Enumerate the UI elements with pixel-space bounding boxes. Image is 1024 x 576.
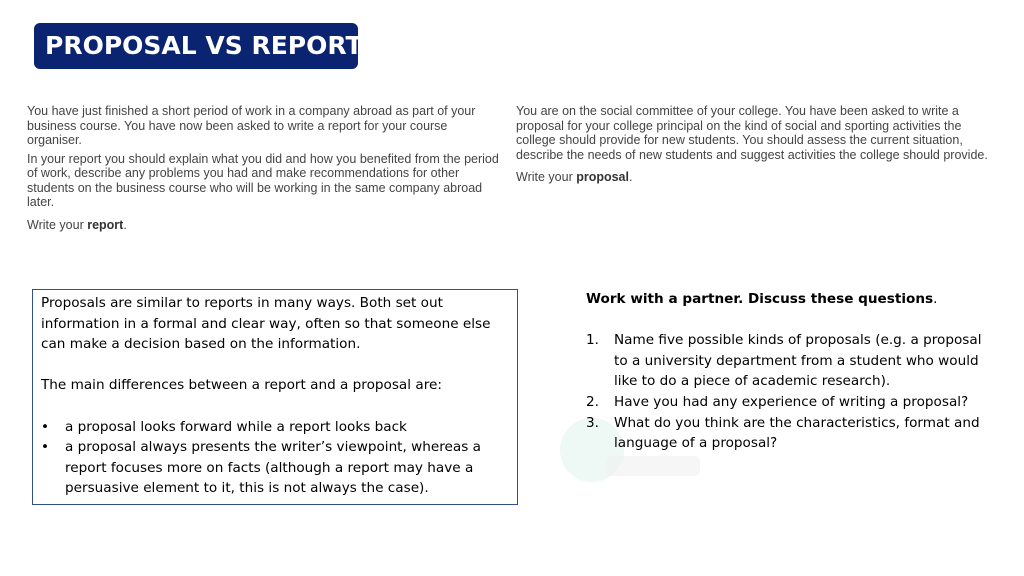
discussion-questions — [586, 289, 996, 454]
write-prefix: Write your — [27, 217, 88, 232]
question-number: 3. — [586, 414, 599, 431]
slide-title: PROPOSAL VS REPORT — [34, 23, 358, 69]
report-task-paragraph: You have just finished a short period of work in a company abroad as part of your business course. You have now been asked to write a report for your course organiser. — [27, 104, 476, 147]
write-keyword: proposal — [576, 170, 629, 184]
list-item — [586, 330, 996, 392]
discussion-heading-text: Work with a partner. Discuss these questions — [586, 291, 934, 307]
bullet-icon: • — [41, 418, 50, 435]
discussion-heading — [586, 289, 996, 310]
list-item — [41, 417, 509, 438]
write-prefix: Write your — [516, 170, 577, 184]
list-item — [586, 413, 996, 454]
question-text: Name five possible kinds of proposals (e.g. a proposal to a university department from a student who would like to do a piece of academic research). — [614, 332, 982, 390]
question-number: 2. — [586, 393, 599, 410]
differences-heading: The main differences between a report and a proposal are: — [41, 377, 442, 394]
discussion-heading-suffix: . — [933, 291, 938, 307]
proposal-task-prompt — [516, 104, 991, 185]
watermark-tag — [606, 456, 700, 476]
report-task-paragraph: In your report you should explain what you did and how you benefited from the period of work, describe any problems you had and make recommendations for other students on the business course who will be working in the same company abroad later. — [27, 151, 499, 209]
question-text: What do you think are the characteristics, format and language of a proposal? — [614, 414, 980, 452]
write-suffix: . — [123, 217, 127, 232]
list-item-text: a proposal always presents the writer’s viewpoint, whereas a report focuses more on facts (although a report may have a persuasive element to it, this is not always the case). — [65, 439, 481, 497]
question-text: Have you had any experience of writing a proposal? — [614, 393, 969, 410]
bullet-icon: • — [41, 439, 50, 456]
question-list — [586, 330, 996, 454]
report-write-instruction — [27, 218, 499, 233]
list-item-text: a proposal looks forward while a report looks back — [65, 418, 407, 435]
write-keyword: report — [87, 217, 124, 232]
info-intro: Proposals are similar to reports in many ways. Both set out information in a formal and clear way, often so that someone else can make a decision based on the information. — [41, 295, 491, 353]
list-item — [41, 437, 509, 499]
write-suffix: . — [629, 170, 633, 184]
proposal-task-paragraph: You are on the social committee of your college. You have been asked to write a proposal for your college principal on the kind of social and sporting activities the college should provide for new students. You should assess the current situation, describe the needs of new students and suggest activities the college should provide. — [516, 104, 988, 162]
report-task-prompt — [27, 104, 499, 232]
differences-list — [41, 417, 509, 499]
question-number: 1. — [586, 332, 599, 349]
list-item — [586, 392, 996, 413]
comparison-info-box — [32, 289, 518, 505]
proposal-write-instruction — [516, 170, 991, 185]
